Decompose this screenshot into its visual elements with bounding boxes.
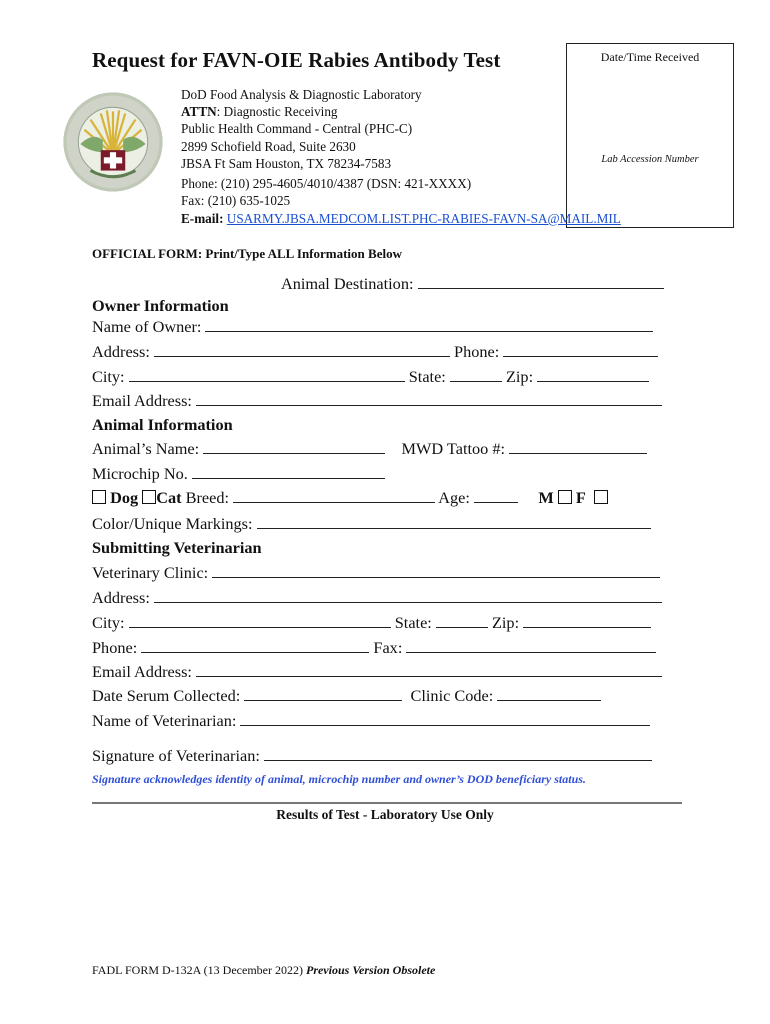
vet-city-field[interactable] [129, 626, 391, 628]
owner-city-row [92, 367, 649, 387]
vet-email-field[interactable] [196, 675, 662, 677]
animal-destination-field[interactable] [418, 287, 664, 289]
vet-fax-field[interactable] [406, 651, 656, 653]
animal-name-label: Animal’s Name: [92, 439, 200, 458]
vet-clinic-label: Veterinary Clinic: [92, 563, 209, 582]
lab-address-line-3: Public Health Command - Central (PHC-C) [181, 121, 413, 136]
vet-state-field[interactable] [436, 626, 488, 628]
owner-email-label: Email Address: [92, 391, 192, 410]
lab-name: DoD Food Analysis & Diagnostic Laboratory [181, 87, 422, 102]
lab-fax: Fax: (210) 635-1025 [181, 193, 291, 208]
owner-address-label: Address: [92, 342, 150, 361]
results-heading: Results of Test - Laboratory Use Only [276, 807, 494, 822]
animal-name-field[interactable] [203, 452, 385, 454]
animal-destination-row [281, 274, 664, 294]
cat-checkbox[interactable] [142, 490, 156, 504]
form-footer [92, 963, 435, 978]
vet-phone-row [92, 638, 656, 658]
vet-zip-field[interactable] [523, 626, 651, 628]
color-markings-field[interactable] [257, 527, 651, 529]
vet-name-label: Name of Veterinarian: [92, 711, 237, 730]
vet-fax-label: Fax: [373, 638, 403, 657]
vet-signature-field[interactable] [264, 759, 652, 761]
receipt-box [566, 43, 734, 228]
age-label: Age: [438, 488, 470, 507]
official-form-text: : Print/Type ALL Information Below [197, 246, 402, 261]
owner-phone-label: Phone: [454, 342, 500, 361]
owner-name-label: Name of Owner: [92, 317, 202, 336]
color-markings-label: Color/Unique Markings: [92, 514, 253, 533]
animal-name-row [92, 439, 647, 459]
animal-heading: Animal Information [92, 415, 233, 434]
date-serum-label: Date Serum Collected: [92, 686, 241, 705]
vet-address-field[interactable] [154, 601, 662, 603]
signature-notice: Signature acknowledges identity of animal, microchip number and owner’s DOD beneficiary status. [92, 772, 586, 786]
date-serum-field[interactable] [244, 699, 402, 701]
male-label: M [538, 488, 554, 507]
cat-label: Cat [156, 488, 182, 507]
microchip-label: Microchip No. [92, 464, 188, 483]
form-id: FADL FORM D-132A (13 December 2022) [92, 963, 303, 977]
dog-label: Dog [110, 488, 139, 507]
owner-name-field[interactable] [205, 330, 653, 332]
vet-heading: Submitting Veterinarian [92, 538, 262, 557]
species-row [92, 488, 608, 508]
lab-email-link[interactable]: USARMY.JBSA.MEDCOM.LIST.PHC-RABIES-FAVN-SA@MAIL.MIL [226, 211, 621, 226]
lab-address-line-5: JBSA Ft Sam Houston, TX 78234-7583 [181, 156, 392, 171]
female-label: F [575, 488, 586, 507]
official-form-label: OFFICIAL FORM [92, 246, 198, 261]
vet-signature-row [92, 746, 652, 766]
owner-city-label: City: [92, 367, 125, 386]
vet-email-row [92, 662, 662, 682]
army-medical-seal-icon [62, 91, 164, 193]
lab-address-line-4: 2899 Schofield Road, Suite 2630 [181, 139, 356, 154]
vet-clinic-field[interactable] [212, 576, 660, 578]
date-time-received-label: Date/Time Received [600, 50, 700, 64]
form-title: Request for FAVN-OIE Rabies Antibody Test [92, 48, 501, 72]
owner-address-row [92, 342, 658, 362]
clinic-code-field[interactable] [497, 699, 601, 701]
vet-city-row [92, 613, 651, 633]
vet-phone-label: Phone: [92, 638, 138, 657]
mwd-tattoo-field[interactable] [509, 452, 647, 454]
attn-label: ATTN [181, 104, 217, 119]
lab-attn [181, 103, 338, 120]
owner-phone-field[interactable] [503, 355, 658, 357]
microchip-field[interactable] [192, 477, 385, 479]
vet-name-field[interactable] [240, 724, 650, 726]
attn-value: : Diagnostic Receiving [216, 104, 338, 119]
vet-state-label: State: [394, 613, 432, 632]
vet-address-label: Address: [92, 588, 150, 607]
vet-city-label: City: [92, 613, 125, 632]
dog-checkbox[interactable] [92, 490, 106, 504]
male-checkbox[interactable] [558, 490, 572, 504]
vet-clinic-row [92, 563, 660, 583]
mwd-tattoo-label: MWD Tattoo #: [401, 439, 506, 458]
breed-field[interactable] [233, 501, 435, 503]
owner-zip-label: Zip: [505, 367, 534, 386]
vet-zip-label: Zip: [491, 613, 520, 632]
breed-label: Breed: [185, 488, 230, 507]
official-form-notice [92, 246, 402, 262]
female-checkbox[interactable] [594, 490, 608, 504]
owner-heading: Owner Information [92, 296, 229, 315]
email-label: E-mail: [181, 211, 224, 226]
vet-phone-field[interactable] [141, 651, 369, 653]
owner-name-row [92, 317, 653, 337]
age-field[interactable] [474, 501, 518, 503]
owner-city-field[interactable] [129, 380, 405, 382]
obsolete-notice: Previous Version Obsolete [305, 963, 436, 977]
vet-signature-label: Signature of Veterinarian: [92, 746, 260, 765]
clinic-code-label: Clinic Code: [410, 686, 494, 705]
vet-address-row [92, 588, 662, 608]
lab-phone: Phone: (210) 295-4605/4010/4387 (DSN: 421-XXXX) [181, 176, 472, 191]
lab-email-line [181, 210, 621, 227]
vet-email-label: Email Address: [92, 662, 192, 681]
serum-date-row [92, 686, 601, 706]
lab-accession-label: Lab Accession Number [601, 154, 699, 165]
vet-name-row [92, 711, 650, 731]
owner-zip-field[interactable] [537, 380, 649, 382]
section-divider [92, 802, 682, 804]
owner-email-field[interactable] [196, 404, 662, 406]
microchip-row [92, 464, 385, 484]
owner-email-row [92, 391, 662, 411]
animal-destination-label: Animal Destination: [281, 274, 414, 293]
owner-address-field[interactable] [154, 355, 450, 357]
owner-state-label: State: [408, 367, 446, 386]
color-markings-row [92, 514, 651, 534]
owner-state-field[interactable] [450, 380, 502, 382]
